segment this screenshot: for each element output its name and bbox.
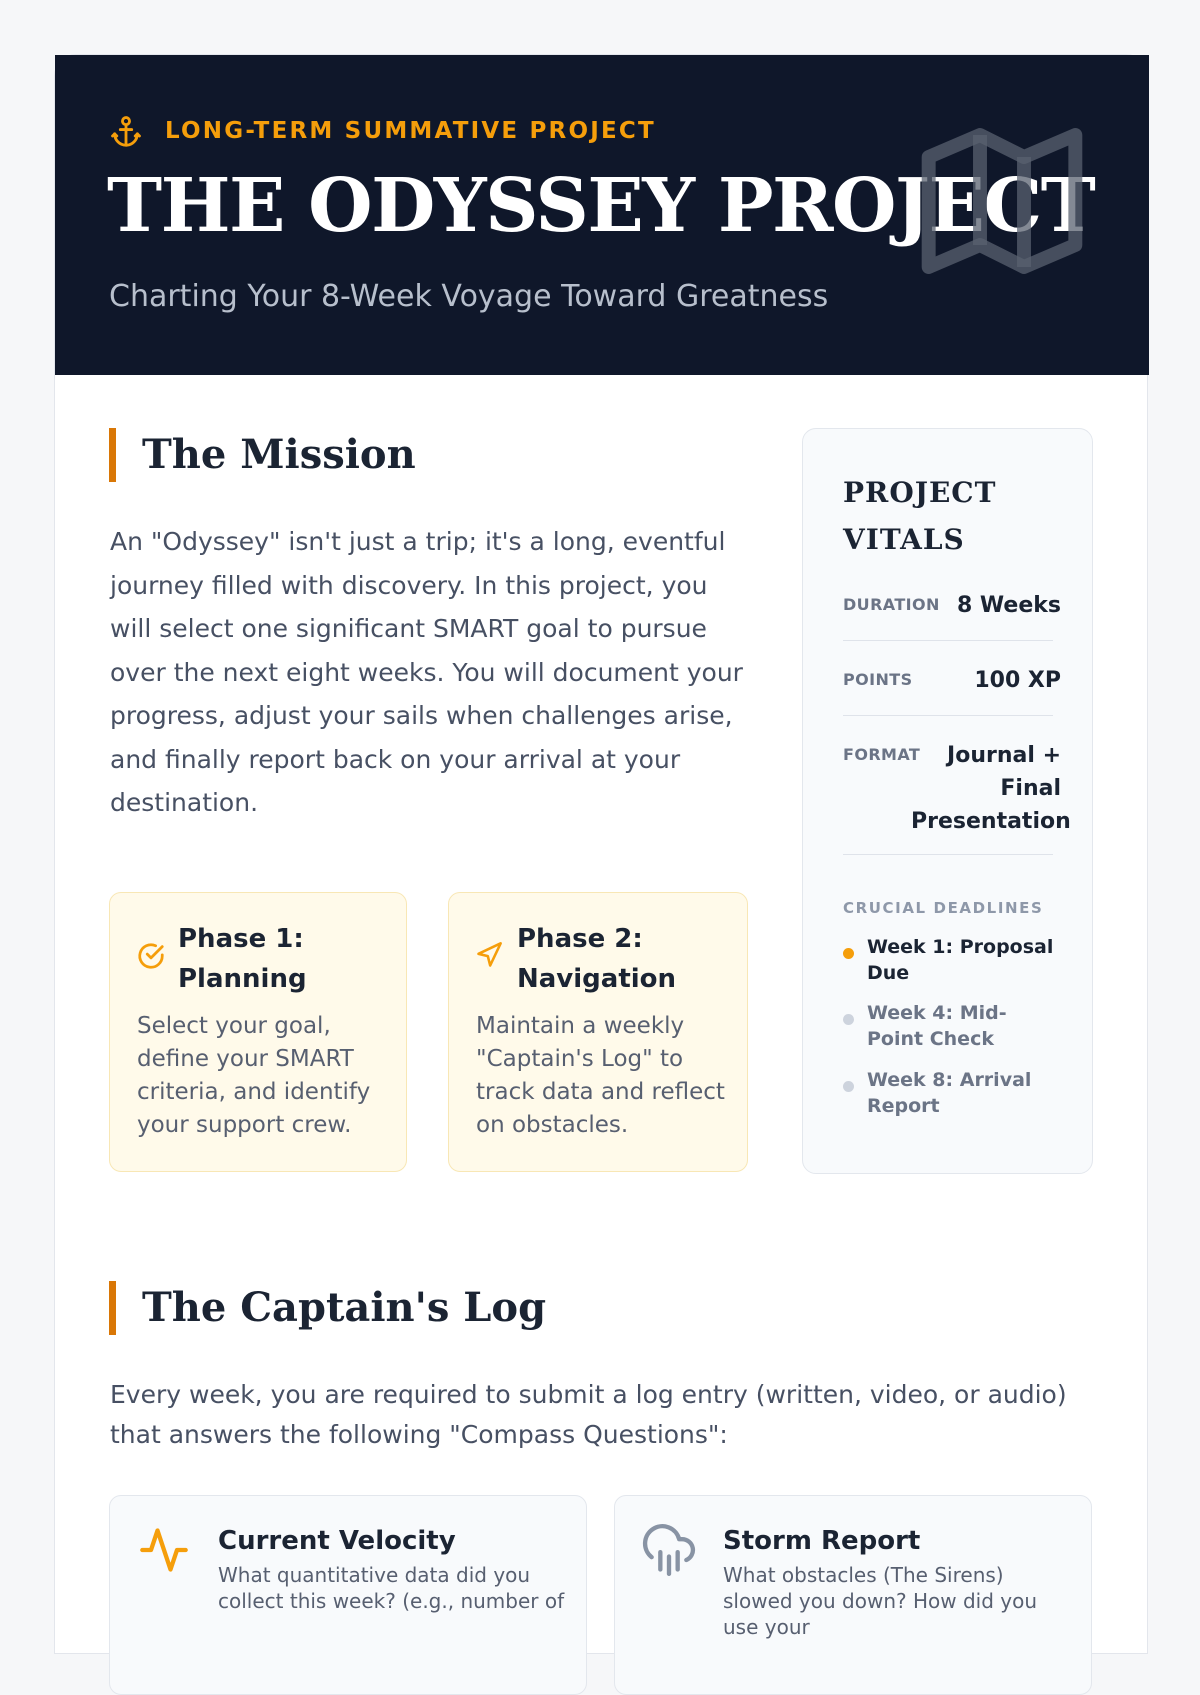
vital-row-duration <box>843 593 1061 641</box>
phase-description: Maintain a weekly "Captain's Log" to track data and reflect on obstacles. <box>476 1013 725 1138</box>
question-card-velocity <box>109 1495 587 1695</box>
deadlines-label: CRUCIAL DEADLINES <box>843 899 1044 917</box>
mission-heading: The Mission <box>109 428 416 482</box>
captains-log-heading: The Captain's Log <box>109 1281 546 1335</box>
project-card <box>54 54 1148 1654</box>
navigation-icon <box>475 941 503 969</box>
project-vitals-panel <box>802 428 1093 1174</box>
eyebrow <box>109 112 656 150</box>
anchor-icon <box>109 112 143 150</box>
phase-description: Select your goal, define your SMART criteria, and identify your support crew. <box>137 1013 371 1138</box>
question-title: Current Velocity <box>218 1526 456 1556</box>
phase-card-planning <box>109 892 407 1172</box>
vital-value: Journal + Final Presentation <box>911 743 1071 834</box>
vital-value: 8 Weeks <box>956 593 1061 618</box>
activity-icon <box>138 1524 190 1576</box>
vitals-title: PROJECT VITALS <box>843 476 997 556</box>
cloud-rain-icon <box>643 1524 695 1576</box>
deadline-text: Week 1: Proposal Due <box>867 936 1054 984</box>
deadline-active-dot <box>843 948 854 959</box>
map-icon <box>910 113 1094 289</box>
phase-card-navigation <box>448 892 748 1172</box>
vital-row-points <box>843 668 1061 716</box>
deadline-text: Week 8: Arrival Report <box>867 1069 1032 1117</box>
vital-row-format <box>843 743 1071 855</box>
page-subtitle: Charting Your 8-Week Voyage Toward Greatness <box>109 279 829 314</box>
vital-value: 100 XP <box>974 668 1061 693</box>
phase-title: Phase 1: Planning <box>178 924 307 994</box>
deadline-dot <box>843 1014 854 1025</box>
page-title: THE ODYSSEY PROJECT <box>107 163 1095 249</box>
question-card-storm <box>614 1495 1092 1695</box>
vital-label: POINTS <box>843 670 913 689</box>
question-description: What quantitative data did you collect this week? (e.g., number of <box>218 1563 565 1613</box>
mission-body: An "Odyssey" isn't just a trip; it's a long, eventful journey filled with discovery. In this project, you will select one significant SMART goal to pursue over the next eight weeks. You will document your progress, adjust your sails when challenges arise, and finally report back on your arrival at your destination. <box>110 527 743 817</box>
eyebrow-label: LONG-TERM SUMMATIVE PROJECT <box>165 118 656 144</box>
check-circle-icon <box>136 941 166 971</box>
deadline-dot <box>843 1081 854 1092</box>
captains-log-intro: Every week, you are required to submit a log entry (written, video, or audio) that answers the following "Compass Questions": <box>110 1380 1067 1449</box>
hero-banner <box>55 55 1149 375</box>
phase-title: Phase 2: Navigation <box>517 924 677 994</box>
vital-label: FORMAT <box>843 745 921 764</box>
question-title: Storm Report <box>723 1526 921 1556</box>
deadline-text: Week 4: Mid-Point Check <box>867 1002 1007 1050</box>
question-description: What obstacles (The Sirens) slowed you down? How did you use your <box>723 1563 1038 1639</box>
vital-label: DURATION <box>843 595 940 614</box>
